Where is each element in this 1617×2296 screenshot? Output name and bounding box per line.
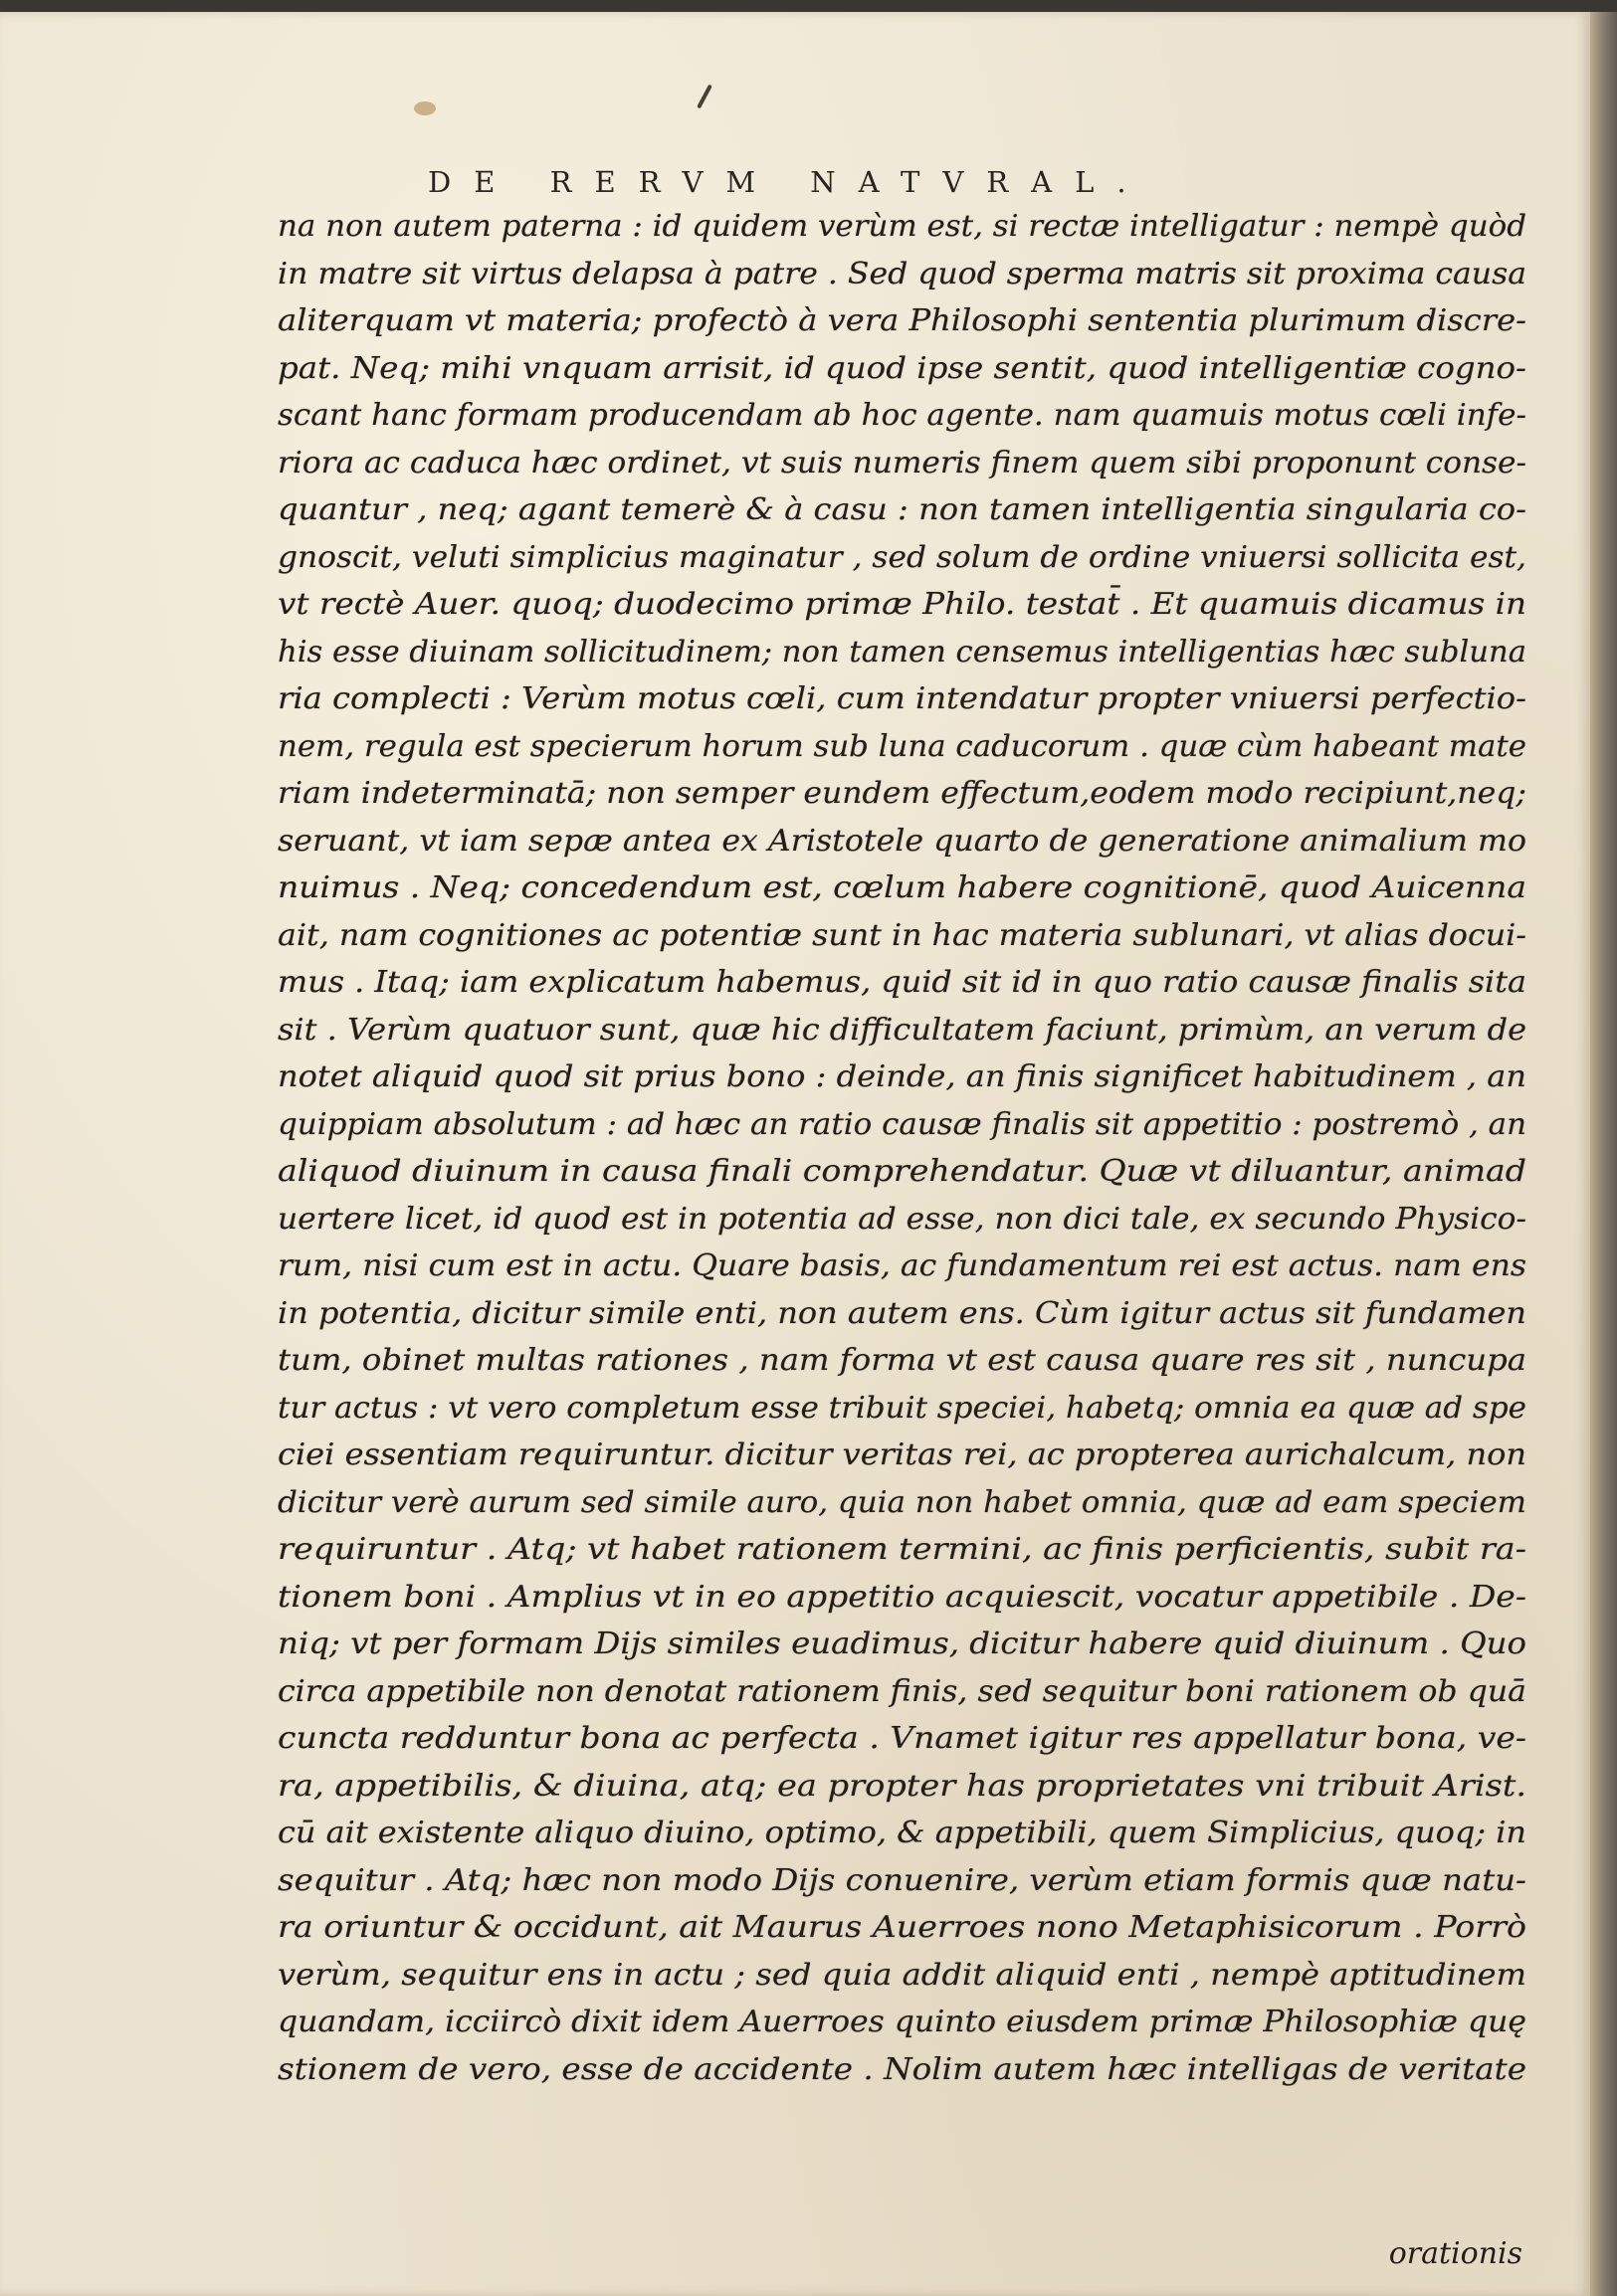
text-line: gnoscit, veluti simplicius maginatur , sed solum de ordine vniuersi sollicita est, (278, 539, 1526, 575)
text-line: in matre sit virtus delapsa à patre . Sed quod sperma matris sit proxima causa (278, 256, 1526, 291)
text-line: ciei essentiam requiruntur. dicitur veritas rei, ac propterea aurichalcum, non (278, 1437, 1526, 1472)
text-line: scant hanc formam producendam ab hoc agente. nam quamuis motus cœli infe- (278, 398, 1526, 433)
text-line: nem, regula est specierum horum sub luna caducorum . quæ cùm habeant mate (278, 728, 1526, 764)
text-line: quandam, icciircò dixit idem Auerroes quinto eiusdem primæ Philosophiæ quę (278, 2005, 1526, 2039)
text-line: aliquod diuinum in causa finali comprehendatur. Quæ vt diluantur, animad (278, 1154, 1526, 1189)
text-line: stionem de vero, esse de accidente . Nolim autem hæc intelligas de veritate (278, 2051, 1526, 2087)
text-line: cū ait existente aliquo diuino, optimo, & appetibili, quem Simplicius, quoq; in (278, 1816, 1526, 1850)
text-line: riam indeterminatā; non semper eundem effectum,eodem modo recipiunt,neq; (278, 776, 1526, 811)
text-line: aliterquam vt materia; profectò à vera Philosophi sententia plurimum discre- (278, 303, 1526, 338)
text-line: pat. Neq; mihi vnquam arrisit, id quod ipse sentit, quod intelligentiæ cogno- (278, 350, 1526, 386)
text-line: rum, nisi cum est in actu. Quare basis, ac fundamentum rei est actus. nam ens (278, 1248, 1526, 1283)
text-line: his esse diuinam sollicitudinem; non tamen censemus intelligentias hæc subluna (278, 634, 1526, 670)
text-line: niq; vt per formam Dijs similes euadimus, dicitur habere quid diuinum . Quo (278, 1626, 1526, 1661)
text-line: cuncta redduntur bona ac perfecta . Vnamet igitur res appellatur bona, ve- (278, 1721, 1526, 1756)
text-line: ria complecti : Verùm motus cœli, cum intendatur propter vniuersi perfectio- (278, 681, 1526, 716)
text-line: circa appetibile non denotat rationem finis, sed sequitur boni rationem ob quā (278, 1673, 1526, 1709)
text-line: vt rectè Auer. quoq; duodecimo primæ Philo. testat̄ . Et quamuis dicamus in (278, 587, 1526, 622)
text-line: verùm, sequitur ens in actu ; sed quia addit aliquid enti , nempè aptitudinem (278, 1957, 1526, 1993)
text-line: dicitur verè aurum sed simile auro, quia non habet omnia, quæ ad eam speciem (278, 1484, 1526, 1520)
text-line: sequitur . Atq; hæc non modo Dijs conuenire, verùm etiam formis quæ natu- (278, 1862, 1526, 1898)
text-line: uertere licet, id quod est in potentia ad esse, non dici tale, ex secundo Physico- (278, 1201, 1526, 1237)
text-line: tum, obinet multas rationes , nam forma vt est causa quare res sit , nuncupa (278, 1343, 1526, 1378)
foxing-stain (414, 101, 436, 115)
text-line: tur actus : vt vero completum esse tribuit speciei, habetq; omnia ea quæ ad spe (278, 1390, 1526, 1426)
text-line: nuimus . Neq; concedendum est, cœlum habere cognitionē, quod Auicenna (278, 870, 1526, 905)
text-line: ra oriuntur & occidunt, ait Maurus Auerroes nono Metaphisicorum . Porrò (278, 1910, 1526, 1945)
catchword: orationis (1388, 2236, 1522, 2271)
text-line: tionem boni . Amplius vt in eo appetitio acquiescit, vocatur appetibile . De- (278, 1579, 1526, 1615)
page-gutter-edge (1590, 12, 1617, 2296)
text-line: sit . Verùm quatuor sunt, quæ hic difficultatem faciunt, primùm, an verum de (278, 1012, 1526, 1048)
text-line: mus . Itaq; iam explicatum habemus, quid sit id in quo ratio causæ finalis sita (278, 965, 1526, 1000)
text-line: quantur , neq; agant temerè & à casu : non tamen intelligentia singularia co- (278, 492, 1526, 527)
text-line: ait, nam cognitiones ac potentiæ sunt in hac materia sublunari, vt alias docui- (278, 917, 1526, 953)
text-line: notet aliquid quod sit prius bono : deinde, an finis significet habitudinem , an (278, 1059, 1526, 1094)
text-line: quippiam absolutum : ad hæc an ratio causæ finalis sit appetitio : postremò , an (278, 1106, 1526, 1142)
ink-mark (697, 85, 712, 109)
running-head: DE RERVM NATVRAL. (428, 165, 1149, 199)
text-line: ra, appetibilis, & diuina, atq; ea propter has proprietates vni tribuit Arist. (278, 1768, 1526, 1804)
text-line: requiruntur . Atq; vt habet rationem termini, ac finis perficientis, subit ra- (278, 1532, 1526, 1567)
text-line: na non autem paterna : id quidem verùm est, si rectæ intelligatur : nempè quòd (278, 209, 1526, 244)
text-line: riora ac caduca hæc ordinet, vt suis numeris finem quem sibi proponunt conse- (278, 445, 1526, 480)
text-line: in potentia, dicitur simile enti, non autem ens. Cùm igitur actus sit fundamen (278, 1295, 1526, 1331)
text-block (278, 203, 1526, 2093)
text-line: seruant, vt iam sepæ antea ex Aristotele quarto de generatione animalium mo (278, 823, 1526, 859)
